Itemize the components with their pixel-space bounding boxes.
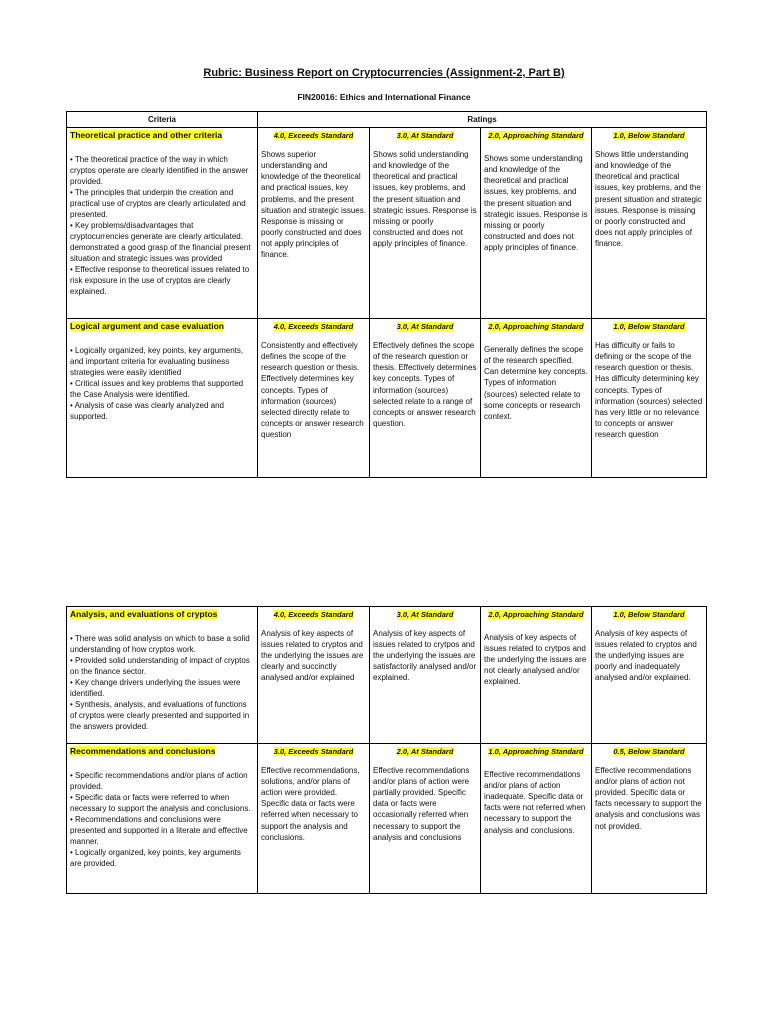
rating-description: Shows solid understanding and knowledge of the theoretical and practical issues, key problems, and the present situation and strategic issues. Response is missing or poorly constructed and does not apply principles of finance.: [373, 150, 477, 248]
criterion-description: • The theoretical practice of the way in which cryptos operate are clearly identified in the answer provided. • The principles that underpin the creation and practical use of cryptos are clearly articulated and presented. • Key problems/disadvantages that cryptocurrencies generate are clearly articulated. demonstrated a good grasp of the financial present situation and strategic issues was provided • Effective response to theoretical issues related to risk exposure in the use of cryptos are clearly explained.: [70, 154, 251, 297]
criterion-title: Logical argument and case evaluation: [70, 321, 224, 332]
rating-label: 0.5, Below Standard: [613, 747, 685, 756]
rating-label: 2.0, Approaching Standard: [488, 322, 584, 332]
document-title: Rubric: Business Report on Cryptocurrencies (Assignment-2, Part B): [203, 67, 565, 79]
rating-description: Effective recommendations and/or plans of action inadequate. Specific data or facts were not referred when necessary to support the analysis and conclusions.: [484, 770, 586, 835]
ratings-header: Ratings: [258, 112, 707, 128]
rating-description: Effective recommendations, solutions, and/or plans of action were provided. Specific data or facts were referred when necessary to support the analysis and conclusions.: [261, 766, 360, 842]
rating-cell: [370, 319, 481, 478]
rubric-table-part-2: [66, 606, 707, 894]
rubric-row-recommendations: [67, 744, 707, 894]
rating-cell: [592, 607, 707, 744]
rating-description: Effective recommendations and/or plans of action not provided. Specific data or facts necessary to support the analysis and conclusions was not provided.: [595, 766, 702, 831]
rating-label: 1.0, Below Standard: [613, 322, 685, 332]
rating-cell: [481, 319, 592, 478]
rating-description: Analysis of key aspects of issues related to cryptos and the underlying the issues are clearly and succinctly analysed and/or explained: [261, 629, 364, 683]
rating-cell: [258, 128, 370, 319]
criteria-header: Criteria: [67, 112, 258, 128]
rating-label: 2.0, At Standard: [396, 747, 454, 756]
criterion-cell: [67, 744, 258, 894]
rating-description: Analysis of key aspects of issues related to cryptos and the underlying issues are poorly and inadequately analysed and/or explained.: [595, 629, 697, 683]
rating-label: 1.0, Below Standard: [613, 131, 685, 141]
rating-label: 2.0, Approaching Standard: [488, 610, 584, 619]
rating-description: Analysis of key aspects of issues related to crytpos and the underlying the issues are not clearly analysed and/or explained.: [484, 633, 587, 687]
rating-description: Has difficulty or fails to defining or the scope of the research question or thesis. Has difficulty determining key concepts. Types of information (sources) selected has very little or no relevance to concepts or answer research question: [595, 341, 703, 439]
rating-label: 3.0, At Standard: [396, 322, 454, 332]
rating-cell: [370, 128, 481, 319]
rating-cell: [481, 744, 592, 894]
rating-description: Shows little understanding and knowledge of the theoretical and practical issues, key problems, and the present situation and strategic issues. Response is missing or poorly constructed and does not apply principles of finance.: [595, 150, 702, 248]
rating-description: Shows superior understanding and knowledge of the theoretical and practical issues, key problems, and the present situation and strategic issues. Response is missing or poorly constructed and does not apply principles of finance.: [261, 150, 366, 259]
rating-label: 1.0, Approaching Standard: [488, 747, 584, 756]
rating-label: 1.0, Below Standard: [613, 610, 685, 619]
criterion-title: Theoretical practice and other criteria: [70, 130, 223, 141]
rating-cell: [592, 128, 707, 319]
table-header-row: [67, 112, 707, 128]
rating-label: 4.0, Exceeds Standard: [273, 610, 354, 619]
rubric-row-logical: [67, 319, 707, 478]
criterion-description: • There was solid analysis on which to base a solid understanding of how cryptos work. • Provided solid understanding of impact of cryptos on the finance sector. • Key change drivers underlying the issues were identified. • Synthesis, analysis, and evaluations of functions of cryptos were clearly presented and supported in the answers provided.: [70, 633, 250, 731]
rating-cell: [592, 319, 707, 478]
rating-cell: [370, 607, 481, 744]
rating-description: Effective recommendations and/or plans of action were partially provided. Specific data or facts were occasionally referred when necessary to support the analysis and conclusions: [373, 766, 470, 842]
rubric-table-part-1: [66, 111, 707, 478]
rating-cell: [481, 128, 592, 319]
rating-cell: [370, 744, 481, 894]
criterion-description: • Logically organized, key points, key arguments, and important criteria for evaluating business strategies were easily identified • Critical issues and key problems that supported the Case Analysis were identified. • Analysis of case was clearly analyzed and supported.: [70, 345, 244, 421]
rating-label: 3.0, At Standard: [396, 131, 454, 141]
rubric-row-analysis: [67, 607, 707, 744]
rating-description: Generally defines the scope of the research specified. Can determine key concepts. Types of information (sources) selected relate to some concepts or research context.: [484, 345, 588, 421]
rating-cell: [592, 744, 707, 894]
rating-cell: [481, 607, 592, 744]
rating-label: 3.0, At Standard: [396, 610, 454, 619]
criterion-cell: [67, 128, 258, 319]
rating-description: Effectively defines the scope of the research question or thesis. Effectively determines key concepts. Types of information (sources) selected relate to a range of concepts or answer research question.: [373, 341, 477, 428]
rating-cell: [258, 607, 370, 744]
criterion-title: Recommendations and conclusions: [70, 746, 216, 756]
rating-label: 4.0, Exceeds Standard: [273, 322, 354, 332]
rating-description: Consistently and effectively defines the scope of the research question or thesis. Effectively determines key concepts. Types of information (sources) selected directly relate to concepts or answer research question: [261, 341, 364, 439]
criterion-description: • Specific recommendations and/or plans of action provided. • Specific data or facts were referred to when necessary to support the analysis and conclusions. • Recommendations and conclusions were presented and supported in a literate and effective manner. • Logically organized, key points, key arguments are provided.: [70, 770, 251, 868]
rating-description: Analysis of key aspects of issues related to crytpos and the underlying the issues are satisfactorily analysed and/or explained.: [373, 629, 477, 683]
rating-label: 4.0, Exceeds Standard: [273, 131, 354, 141]
criterion-title: Analysis, and evaluations of cryptos: [70, 609, 218, 619]
rubric-row-theoretical: [67, 128, 707, 319]
criterion-cell: [67, 319, 258, 478]
rating-label: 2.0, Approaching Standard: [488, 131, 584, 141]
rating-description: Shows some understanding and knowledge of the theoretical and practical issues, key problems, and the present situation and strategic issues. Response is missing or poorly constructed and does not apply principles of finance.: [484, 154, 588, 252]
rating-cell: [258, 744, 370, 894]
course-subtitle: FIN20016: Ethics and International Finance: [297, 92, 471, 102]
rating-label: 3.0, Exceeds Standard: [273, 747, 354, 756]
criterion-cell: [67, 607, 258, 744]
rating-cell: [258, 319, 370, 478]
